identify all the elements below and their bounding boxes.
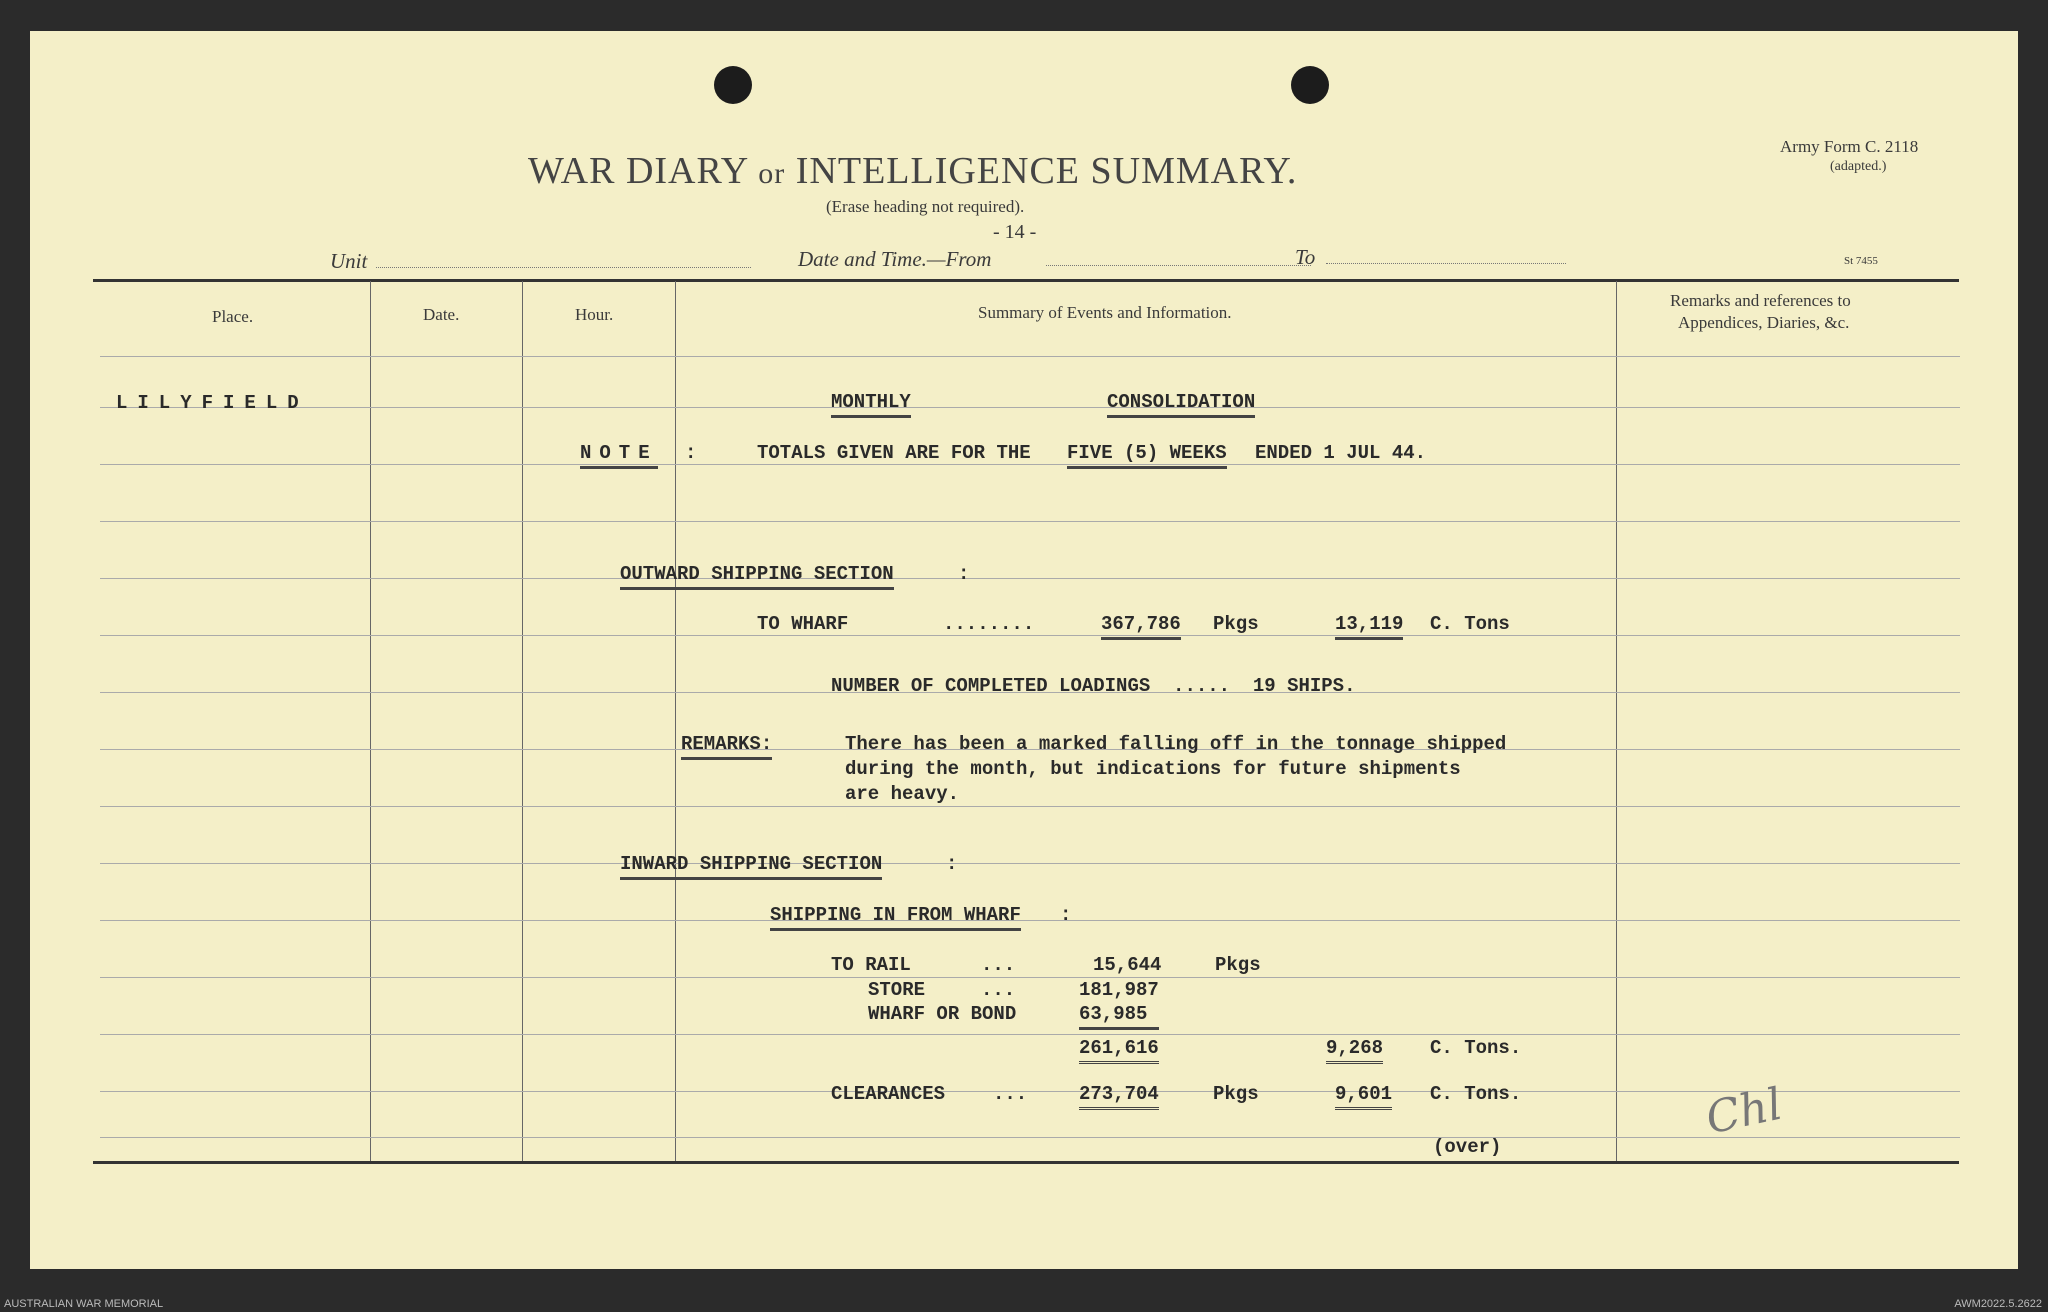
stock-number: St 7455 xyxy=(1844,255,1878,267)
clearances-label: CLEARANCES xyxy=(831,1083,946,1105)
to-wharf-pkgs-unit: Pkgs xyxy=(1213,613,1259,635)
ruled-line xyxy=(100,407,1960,408)
adapted-note: (adapted.) xyxy=(1830,159,1887,174)
ruled-line xyxy=(100,806,1960,807)
table-bottom-rule xyxy=(93,1161,1959,1164)
ruled-line xyxy=(100,356,1960,357)
to-rail-value: 15,644 xyxy=(1093,954,1162,976)
inward-sub-heading: SHIPPING IN FROM WHARF xyxy=(770,904,1021,931)
handwritten-initials: Chl xyxy=(1701,1078,1787,1145)
ruled-line xyxy=(100,1091,1960,1092)
diary-page xyxy=(30,31,2018,1269)
to-wharf-label: TO WHARF xyxy=(757,613,849,635)
table-top-rule xyxy=(93,279,1959,282)
footer-catalogue-id: AWM2022.5.2622 xyxy=(1954,1298,2042,1310)
form-title xyxy=(528,149,1297,193)
note-colon: : xyxy=(685,442,697,464)
ruled-line xyxy=(100,464,1960,465)
remarks-line: are heavy. xyxy=(845,783,960,805)
page-number: - 14 - xyxy=(993,221,1037,243)
inward-sub-colon: : xyxy=(1060,904,1072,926)
title-part-a: WAR DIARY xyxy=(528,150,748,192)
column-divider xyxy=(1616,281,1617,1161)
ruled-line xyxy=(100,521,1960,522)
remarks-line: during the month, but indications for future shipments xyxy=(845,758,1461,780)
wharf-bond-label: WHARF OR BOND xyxy=(868,1003,1017,1025)
remarks-line: There has been a marked falling off in the tonnage shipped xyxy=(845,733,1507,755)
column-divider xyxy=(675,281,676,1161)
to-wharf-dots: ........ xyxy=(943,613,1035,635)
title-or: or xyxy=(758,157,786,190)
over-note: (over) xyxy=(1433,1136,1502,1158)
ruled-line xyxy=(100,635,1960,636)
note-label: NOTE xyxy=(580,442,658,469)
outward-colon: : xyxy=(958,563,970,585)
heading-consolidation: CONSOLIDATION xyxy=(1107,391,1255,418)
punch-hole xyxy=(1291,66,1329,104)
store-label: STORE xyxy=(868,979,926,1001)
date-from-label: Date and Time.—From xyxy=(798,247,992,271)
to-field-line xyxy=(1326,263,1566,264)
heading-monthly: MONTHLY xyxy=(831,391,911,418)
to-rail-label: TO RAIL xyxy=(831,954,911,976)
remarks-label: REMARKS: xyxy=(681,733,772,760)
column-header-date: Date. xyxy=(423,305,460,324)
ruled-line xyxy=(100,1034,1960,1035)
note-text-a: TOTALS GIVEN ARE FOR THE xyxy=(757,442,1031,464)
clearances-tons-unit: C. Tons. xyxy=(1430,1083,1522,1105)
punch-hole xyxy=(714,66,752,104)
to-wharf-tons-unit: C. Tons xyxy=(1430,613,1510,635)
to-rail-unit: Pkgs xyxy=(1215,954,1261,976)
ruled-line xyxy=(100,578,1960,579)
inward-colon: : xyxy=(946,853,958,875)
unit-label: Unit xyxy=(330,249,368,273)
column-header-remarks-line-2: Appendices, Diaries, &c. xyxy=(1678,313,1850,332)
to-wharf-pkgs: 367,786 xyxy=(1101,613,1181,640)
army-form-number: Army Form C. 2118 xyxy=(1780,137,1919,156)
column-divider xyxy=(522,281,523,1161)
erase-note: (Erase heading not required). xyxy=(826,197,1025,216)
outward-heading: OUTWARD SHIPPING SECTION xyxy=(620,563,894,590)
note-text-b: ENDED 1 JUL 44. xyxy=(1255,442,1427,464)
column-header-remarks: Remarks and references to xyxy=(1670,291,1851,310)
store-dots: ... xyxy=(981,979,1016,1001)
unit-field-line xyxy=(376,267,751,268)
place-entry: LILYFIELD xyxy=(116,392,309,414)
to-label: To xyxy=(1295,245,1316,269)
column-header-place: Place. xyxy=(212,307,254,326)
column-divider xyxy=(370,281,371,1161)
clearances-dots: ... xyxy=(993,1083,1028,1105)
column-header-summary: Summary of Events and Information. xyxy=(978,303,1232,322)
inward-total-tons: 9,268 xyxy=(1326,1037,1383,1064)
ruled-line xyxy=(100,863,1960,864)
column-header-hour: Hour. xyxy=(575,305,614,324)
inward-total-pkgs: 261,616 xyxy=(1079,1037,1159,1064)
ruled-line xyxy=(100,920,1960,921)
store-value: 181,987 xyxy=(1079,979,1159,1001)
ruled-line xyxy=(100,977,1960,978)
ruled-line xyxy=(100,1137,1960,1138)
clearances-tons: 9,601 xyxy=(1335,1083,1392,1110)
to-rail-dots: ... xyxy=(981,954,1016,976)
wharf-bond-value: 63,985 xyxy=(1079,1003,1159,1030)
clearances-pkgs: 273,704 xyxy=(1079,1083,1159,1110)
inward-heading: INWARD SHIPPING SECTION xyxy=(620,853,882,880)
to-wharf-tons: 13,119 xyxy=(1335,613,1403,640)
clearances-pkgs-unit: Pkgs xyxy=(1213,1083,1259,1105)
title-part-b: INTELLIGENCE SUMMARY. xyxy=(795,150,1298,192)
footer-institution: AUSTRALIAN WAR MEMORIAL xyxy=(4,1298,164,1310)
completed-loadings: NUMBER OF COMPLETED LOADINGS ..... 19 SHIPS. xyxy=(831,675,1356,697)
inward-total-tons-unit: C. Tons. xyxy=(1430,1037,1522,1059)
date-from-field-line xyxy=(1046,265,1311,266)
note-five-weeks: FIVE (5) WEEKS xyxy=(1067,442,1227,469)
